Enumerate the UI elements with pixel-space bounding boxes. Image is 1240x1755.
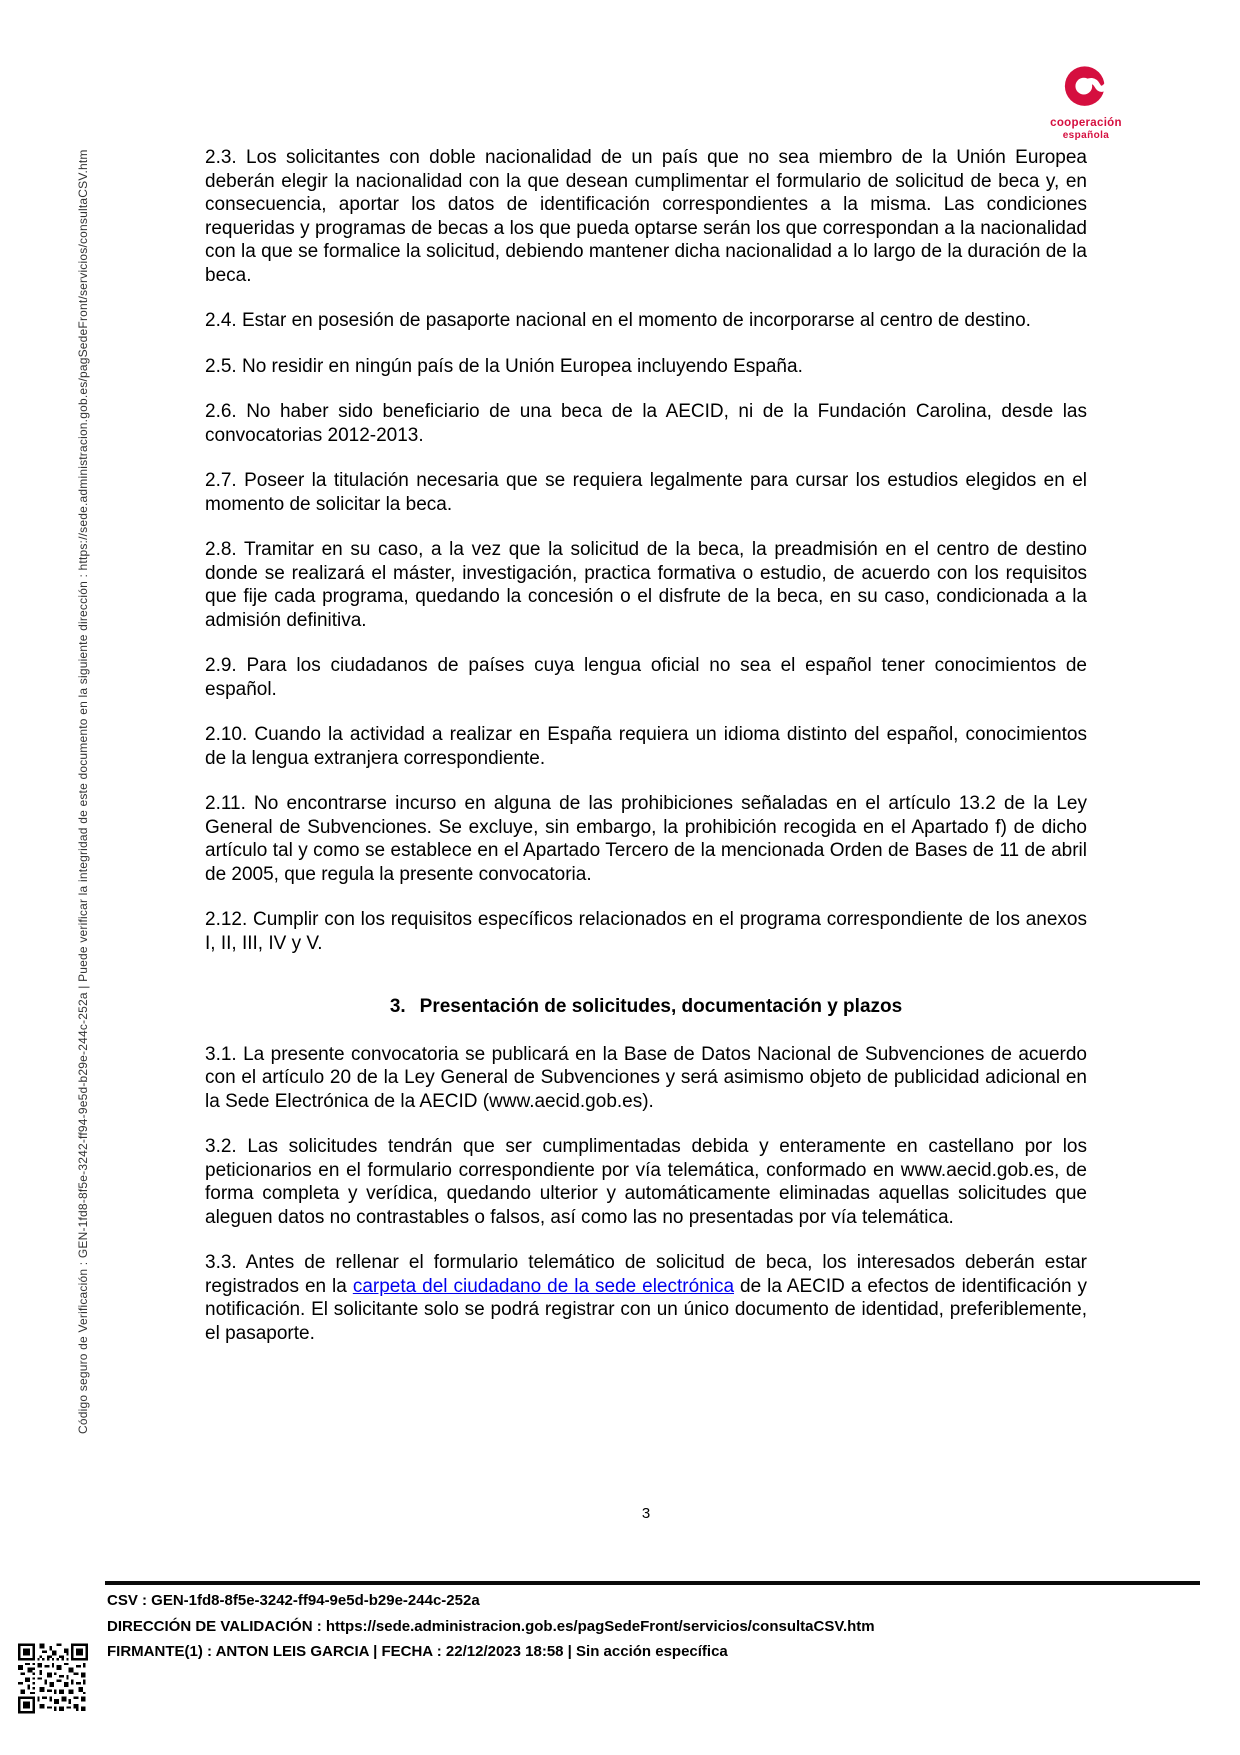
logo-text-line2: española [1062, 130, 1110, 141]
document-body [205, 146, 1087, 1367]
paragraph-3-2: 3.2. Las solicitudes tendrán que ser cumplimentadas debida y enteramente en castellano por los peticionarios en el formulario correspondiente por vía telemática, conformado en www.aecid.gob.es, de forma completa y verídica, quedando ulterior y automáticamente eliminadas aquellas solicitudes que aleguen datos no contrastables o falsos, así como las no presentadas por vía telemática. [205, 1136, 1087, 1228]
paragraph-2-7: 2.7. Poseer la titulación necesaria que se requiera legalmente para cursar los estudios elegidos en el momento de solicitar la beca. [205, 470, 1087, 515]
footer-signer-line: FIRMANTE(1) : ANTON LEIS GARCIA | FECHA : 22/12/2023 18:58 | Sin acción específica [107, 1643, 728, 1660]
paragraph-2-12: 2.12. Cumplir con los requisitos específicos relacionados en el programa correspondiente de los anexos I, II, III, IV y V. [205, 909, 1087, 954]
paragraph-2-8: 2.8. Tramitar en su caso, a la vez que la solicitud de la beca, la preadmisión en el centro de destino donde se realizará el máster, investigación, practica formativa o estudio, de acuerdo con los requisitos que fije cada programa, quedando la concesión o el disfrute de la beca, en su caso, condicionada a la admisión definitiva. [205, 539, 1087, 631]
logo-text-line1: cooperación [1050, 117, 1122, 129]
paragraph-2-11: 2.11. No encontrarse incurso en alguna de las prohibiciones señaladas en el artículo 13.2 de la Ley General de Subvenciones. Se excluye, sin embargo, la prohibición recogida en el Apartado f) de dicho artículo tal y como se establece en el Apartado Tercero de la mencionada Orden de Bases de 11 de abril de 2005, que regula la presente convocatoria. [205, 793, 1087, 885]
footer-validation-line: DIRECCIÓN DE VALIDACIÓN : https://sede.administracion.gob.es/pagSedeFront/servicios/consultaCSV.htm [107, 1617, 875, 1635]
footer-divider [105, 1581, 1200, 1585]
carpeta-ciudadano-link[interactable]: carpeta del ciudadano de la sede electrónica [352, 1275, 735, 1297]
paragraph-3-3-before: 3.3. Antes de rellenar el formulario telemático de solicitud de beca, los interesados deberán estar registrados en la [205, 1252, 1087, 1297]
paragraph-2-4: 2.4. Estar en posesión de pasaporte nacional en el momento de incorporarse al centro de destino. [205, 310, 1031, 331]
paragraph-2-10: 2.10. Cuando la actividad a realizar en España requiera un idioma distinto del español, conocimientos de la lengua extranjera correspondiente. [205, 724, 1087, 769]
paragraph-2-5: 2.5. No residir en ningún país de la Unión Europea incluyendo España. [205, 355, 803, 377]
c-wave-logo-icon [1040, 60, 1132, 114]
page-number: 3 [641, 1505, 651, 1522]
section-heading-number: 3. [389, 996, 406, 1017]
footer-signature-block [107, 1593, 875, 1670]
paragraph-2-6: 2.6. No haber sido beneficiario de una beca de la AECID, ni de la Fundación Carolina, desde las convocatorias 2012-2013. [205, 401, 1087, 446]
paragraph-3-3-after: de la AECID a efectos de identificación y notificación. El solicitante solo se podrá registrar con un único documento de identidad, preferiblemente, el pasaporte. [205, 1275, 1087, 1344]
footer-csv-line: CSV : GEN-1fd8-8f5e-3242-ff94-9e5d-b29e-244c-252a [107, 1592, 480, 1609]
section-heading [205, 995, 1087, 1019]
paragraph-3-1: 3.1. La presente convocatoria se publicará en la Base de Datos Nacional de Subvenciones de acuerdo con el artículo 20 de la Ley General de Subvenciones y será asimismo objeto de publicidad adicional en la Sede Electrónica de la AECID (www.aecid.gob.es). [205, 1043, 1087, 1112]
section-heading-title: Presentación de solicitudes, documentación y plazos [419, 996, 903, 1017]
paragraph-2-9: 2.9. Para los ciudadanos de países cuya lengua oficial no sea el español tener conocimientos de español. [205, 655, 1087, 700]
cooperacion-espanola-logo [1040, 60, 1132, 141]
qr-code [18, 1641, 88, 1716]
paragraph-2-3: 2.3. Los solicitantes con doble nacionalidad de un país que no sea miembro de la Unión Europea deberán elegir la nacionalidad con la que desean cumplimentar el formulario de solicitud de beca y, en consecuencia, aportar los datos de identificación correspondientes a la misma. Las condiciones requeridas y programas de becas a los que pueda optarse serán los que correspondan a la nacionalidad con la que se formalice la solicitud, debiendo mantener dicha nacionalidad a lo largo de la duración de la beca. [205, 147, 1087, 286]
verification-code-vertical-text: Código seguro de Verificación : GEN-1fd8-8f5e-3242-ff94-9e5d-b29e-244c-252a | Puede verificar la integridad de este documento en la siguiente dirección : https://sede.administracion.gob.es/pagSedeFront/servicios/consultaCSV.htm [76, 149, 90, 1434]
paragraph-3-3 [205, 1251, 1087, 1345]
